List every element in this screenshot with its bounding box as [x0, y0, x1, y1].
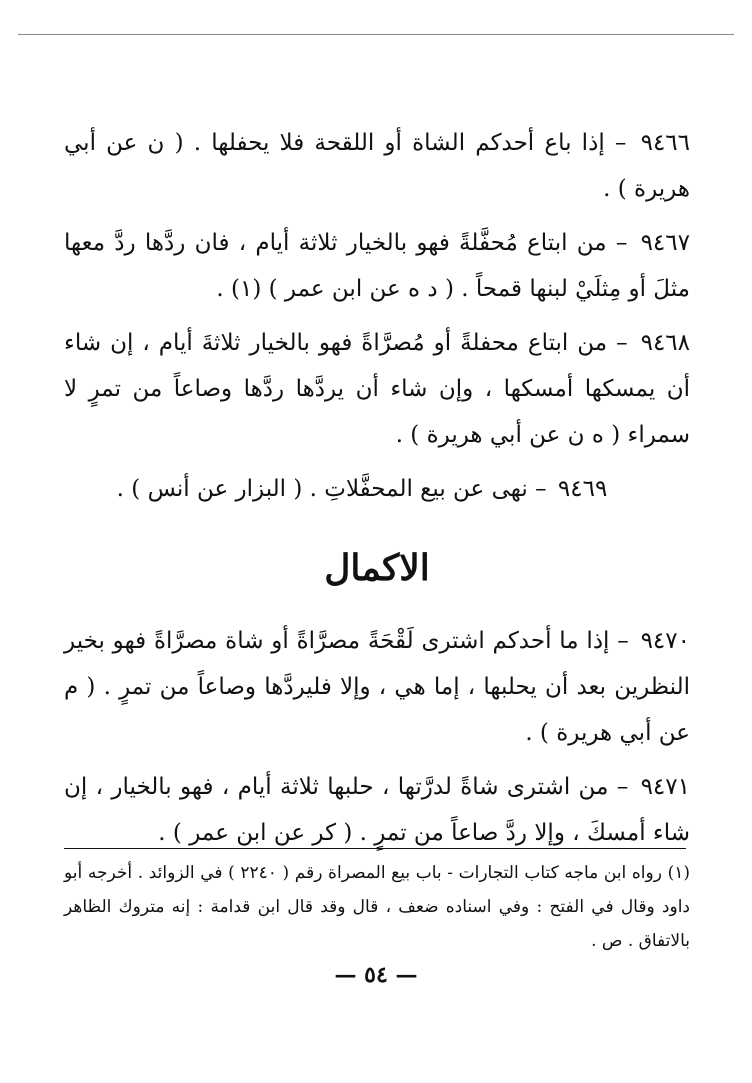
footnote: (١) رواه ابن ماجه كتاب التجارات - باب بيع المصراة رقم ( ٢٢٤٠ ) في الزوائد . أخرجه أبو داود وقال في الفتح : وفي اسناده ضعف ، قال وقد قال ابن قدامة : إنه متروك الظاهر بالاتفاق . ص . — [64, 863, 690, 951]
hadith-text: إذا باع أحدكم الشاة أو اللقحة فلا يحفلها . ( ن عن أبي هريرة ) . — [64, 130, 690, 202]
hadith-text: من ابتاع مُحفَّلةً فهو بالخيار ثلاثة أيام ، فان ردَّها ردَّ معها مثلَ أو مِثلَيْ لبنها قمحاً . ( د ه عن ابن عمر ) (١) . — [64, 230, 690, 302]
main-text — [64, 120, 690, 864]
hadith-separator: – — [615, 230, 628, 256]
hadith-separator: – — [617, 628, 629, 654]
hadith-number: ٩٤٦٨ — [640, 330, 691, 356]
hadith-separator: – — [616, 330, 628, 356]
hadith-item — [64, 120, 690, 212]
hadith-separator: – — [616, 774, 629, 800]
hadith-separator: – — [535, 476, 547, 502]
footnotes — [64, 856, 690, 958]
footnote-rule — [64, 848, 686, 849]
hadith-number: ٩٤٦٧ — [640, 230, 690, 256]
hadith-number: ٩٤٦٦ — [640, 130, 691, 156]
hadith-item — [64, 764, 690, 856]
section-title: الاكمال — [324, 547, 430, 589]
hadith-text: من اشترى شاةً لدرَّتها ، حلبها ثلاثة أيام ، فهو بالخيار ، إن شاء أمسكَ ، وإلا ردَّ صاعاً من تمرٍ . ( كر عن ابن عمر ) . — [64, 774, 690, 846]
hadith-number: ٩٤٧١ — [640, 774, 690, 800]
page-number: — ٥٤ — — [334, 962, 418, 988]
hadith-item — [64, 466, 690, 512]
hadith-number: ٩٤٧٠ — [640, 628, 690, 654]
hadith-item — [64, 320, 690, 458]
top-rule — [18, 34, 734, 35]
hadith-item — [64, 618, 690, 756]
hadith-text: نهى عن بيع المحفَّلاتِ . ( البزار عن أنس ) . — [116, 476, 528, 502]
hadith-text: إذا ما أحدكم اشترى لَقْحَةً مصرَّاةً أو شاة مصرَّاةً فهو بخير النظرين بعد أن يحلبها ، إما هي ، وإلا فليردَّها وصاعاً من تمرٍ . ( م عن أبي هريرة ) . — [64, 628, 690, 746]
hadith-separator: – — [614, 130, 627, 156]
hadith-text: من ابتاع محفلةً أو مُصرَّاةً فهو بالخيار ثلاثةَ أيام ، إن شاء أن يمسكها أمسكها ، وإن شاء أن يردَّها ردَّها وصاعاً من تمرٍ لا سمراء ( ه ن عن أبي هريرة ) . — [64, 330, 690, 448]
hadith-item — [64, 220, 690, 312]
hadith-number: ٩٤٦٩ — [557, 476, 608, 502]
